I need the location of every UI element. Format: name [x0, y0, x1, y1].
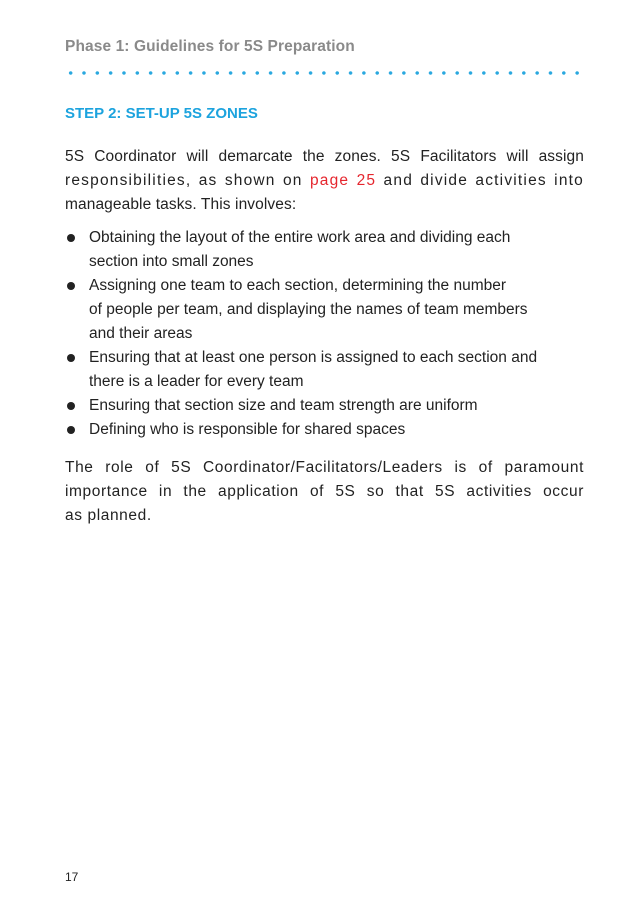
closing-paragraph: [65, 456, 584, 528]
list-item-line: section into small zones: [89, 253, 254, 270]
list-item: [65, 394, 585, 418]
step-title: STEP 2: SET-UP 5S ZONES: [65, 105, 258, 122]
bullet-icon: [67, 426, 75, 434]
closing-line-2: importance in the application of 5S so that 5S activities occur: [65, 483, 584, 500]
bullet-icon: [67, 402, 75, 410]
list-item: [65, 346, 585, 394]
list-item-line: and their areas: [89, 325, 193, 342]
page-25-link[interactable]: page 25: [309, 172, 377, 189]
bullet-icon: [67, 354, 75, 362]
bullet-icon: [67, 282, 75, 290]
list-item-line: Obtaining the layout of the entire work area and dividing each: [89, 229, 511, 246]
dotted-divider: [64, 70, 584, 76]
list-item: [65, 226, 585, 274]
bullet-icon: [67, 234, 75, 242]
list-item-line: Ensuring that section size and team strength are uniform: [89, 397, 478, 414]
list-item-line: Defining who is responsible for shared spaces: [89, 421, 406, 438]
intro-paragraph: [65, 145, 584, 217]
list-item: [65, 274, 585, 346]
closing-line-3: as planned.: [65, 507, 152, 524]
bullet-list: [65, 226, 585, 442]
intro-line-1: 5S Coordinator will demarcate the zones. 5S Facilitators will assign: [65, 148, 584, 165]
page-number: 17: [65, 870, 79, 884]
closing-line-1: The role of 5S Coordinator/Facilitators/Leaders is of paramount: [65, 459, 584, 476]
list-item-line: there is a leader for every team: [89, 373, 304, 390]
list-item-line: Ensuring that at least one person is assigned to each section and: [89, 349, 538, 366]
intro-line-2-start: responsibilities, as shown on: [65, 172, 310, 189]
list-item-line: of people per team, and displaying the names of team members: [89, 301, 528, 318]
section-header: Phase 1: Guidelines for 5S Preparation: [65, 38, 355, 55]
list-item: [65, 418, 585, 442]
list-item-line: Assigning one team to each section, determining the number: [89, 277, 507, 294]
intro-line-2-end: and divide activities into: [376, 172, 584, 189]
intro-line-2: [65, 169, 584, 193]
intro-line-3: manageable tasks. This involves:: [65, 196, 297, 213]
